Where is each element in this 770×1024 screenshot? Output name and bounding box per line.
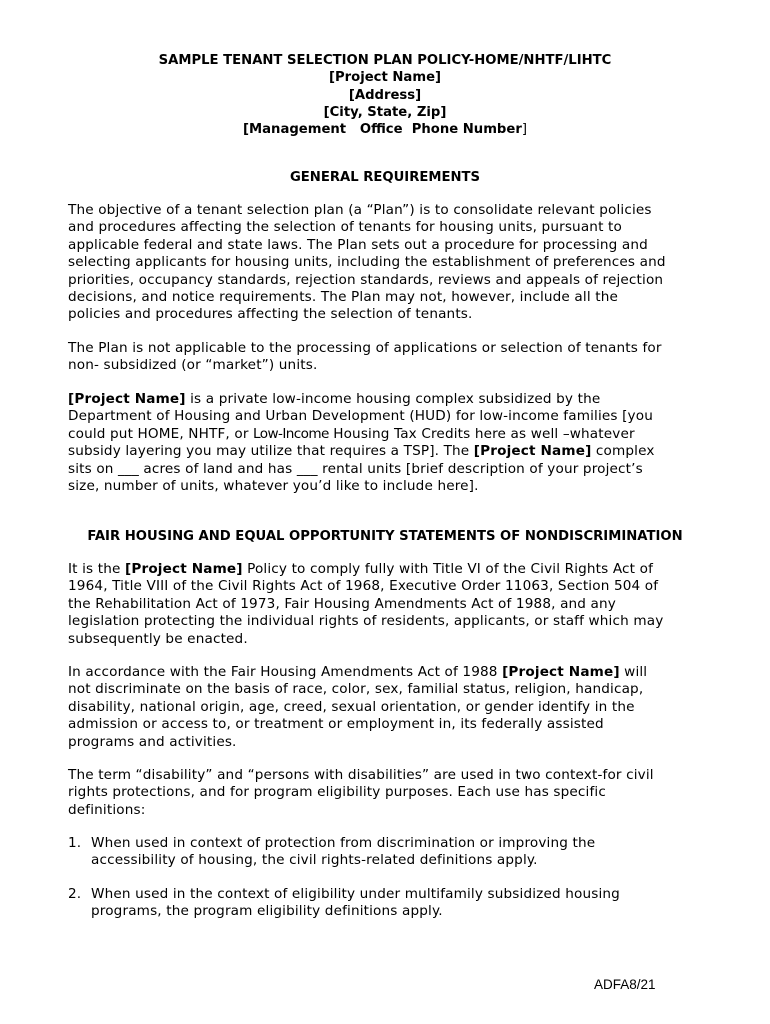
fair-housing-paragraph-3 (68, 767, 708, 819)
text-line (68, 426, 708, 443)
list-body (91, 886, 620, 921)
text-run: could put HOME, NHTF, or (68, 425, 254, 442)
text-line: Department of Housing and Urban Development (HUD) for low-income families [you (68, 408, 653, 425)
text-line: sits on ___ acres of land and has ___ rental units [brief description of your project’s (68, 460, 643, 477)
text-line: disability, national origin, age, creed, sexual orientation, or gender identify in the (68, 698, 635, 715)
project-name-placeholder: [Project Name] (473, 443, 592, 460)
text-run: will (619, 664, 648, 680)
text-line: The Plan is not applicable to the processing of applications or selection of tenants for (68, 340, 662, 356)
text-line: The objective of a tenant selection plan (a “Plan”) is to consolidate relevant policies (68, 202, 652, 218)
text-line: 1964, Title VIII of the Civil Rights Act of 1968, Executive Order 11063, Section 504 of (68, 578, 659, 595)
general-paragraph-2 (68, 340, 708, 375)
text-line: applicable federal and state laws. The Plan sets out a procedure for processing and (68, 236, 648, 253)
text-line: and procedures affecting the selection of tenants for housing units, pursuant to (68, 219, 622, 236)
text-line: decisions, and notice requirements. The Plan may not, however, include all the (68, 289, 618, 306)
text-line (68, 443, 708, 460)
project-name-placeholder: [Project Name] (68, 391, 186, 407)
text-run: is a private low-income housing complex subsidized by the (185, 391, 601, 407)
header-phone-label: [Management Office Phone Number (243, 122, 522, 138)
header-city-state-zip: [City, State, Zip] (323, 104, 447, 120)
text-line: When used in the context of eligibility under multifamily subsidized housing (91, 886, 620, 902)
text-line: size, number of units, whatever you’d like to include here]. (68, 478, 479, 495)
fair-housing-paragraph-2 (68, 664, 708, 751)
text-line: programs, the program eligibility definitions apply. (91, 903, 443, 920)
text-line (68, 561, 708, 578)
text-run: Policy to comply fully with Title VI of the Civil Rights Act of (242, 561, 654, 577)
header-phone-close: ] (521, 122, 527, 138)
list-body (91, 835, 595, 870)
fair-housing-heading: FAIR HOUSING AND EQUAL OPPORTUNITY STATEMENTS OF NONDISCRIMINATION (87, 529, 683, 544)
list-number: 1. (68, 835, 82, 851)
text-run: complex (591, 443, 655, 460)
text-line (68, 391, 708, 408)
header-address: [Address] (348, 87, 422, 103)
general-paragraph-3 (68, 391, 708, 495)
general-paragraph-1 (68, 202, 708, 324)
text-run: Low-Income (253, 425, 329, 442)
text-line: priorities, occupancy standards, rejection standards, reviews and appeals of rejection (68, 271, 664, 288)
project-name-placeholder: [Project Name] (124, 561, 243, 577)
text-line: When used in context of protection from discrimination or improving the (91, 835, 596, 851)
text-line (68, 664, 708, 681)
text-line: programs and activities. (68, 733, 237, 750)
text-line: not discriminate on the basis of race, color, sex, familial status, religion, handicap, (68, 681, 644, 698)
text-run: It is the (68, 561, 125, 577)
text-line: admission or access to, or treatment or employment in, its federally assisted (68, 716, 604, 733)
text-line: rights protections, and for program eligibility purposes. Each use has specific (68, 784, 606, 801)
text-line: non- subsidized (or “market”) units. (68, 357, 318, 374)
header-phone (0, 121, 770, 138)
text-line: subsequently be enacted. (68, 630, 248, 647)
document-header (0, 52, 770, 138)
text-run: Housing Tax Credits here as well –whatever (328, 425, 635, 442)
project-name-placeholder: [Project Name] (502, 664, 620, 680)
text-line: policies and procedures affecting the selection of tenants. (68, 306, 473, 323)
footer-document-code: ADFA8/21 (594, 977, 656, 992)
text-line: the Rehabilitation Act of 1973, Fair Housing Amendments Act of 1988, and any (68, 595, 616, 612)
text-line: accessibility of housing, the civil rights-related definitions apply. (91, 852, 538, 869)
text-run: subsidy layering you may utilize that requires a TSP]. The (68, 443, 474, 460)
general-requirements-heading: GENERAL REQUIREMENTS (289, 170, 481, 185)
text-line: The term “disability” and “persons with disabilities” are used in two context-for civil (68, 767, 654, 783)
document-title: SAMPLE TENANT SELECTION PLAN POLICY-HOME/NHTF/LIHTC (158, 53, 612, 68)
list-number: 2. (68, 886, 82, 902)
text-line: definitions: (68, 801, 146, 818)
fair-housing-paragraph-1 (68, 561, 708, 648)
text-line: legislation protecting the individual rights of residents, applicants, or staff which may (68, 613, 664, 630)
header-project-name: [Project Name] (328, 70, 442, 86)
text-line: selecting applicants for housing units, including the establishment of preferences and (68, 254, 666, 271)
text-run: In accordance with the Fair Housing Amendments Act of 1988 (68, 664, 503, 680)
